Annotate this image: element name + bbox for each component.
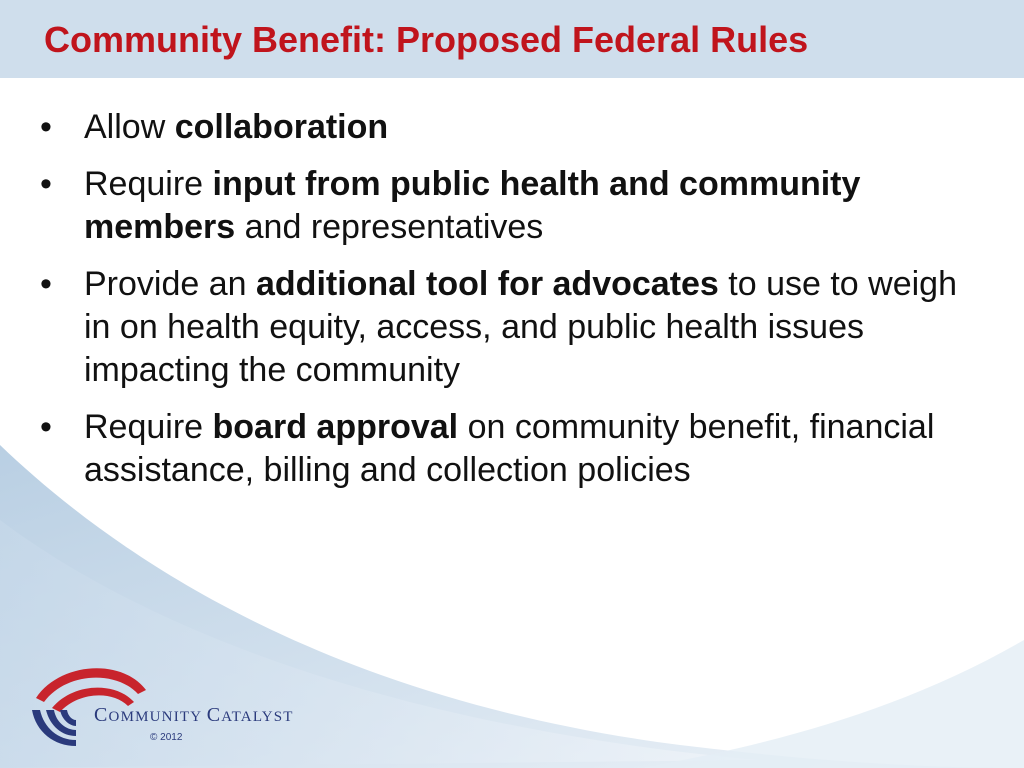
bullet-marker: • xyxy=(40,165,52,203)
logo-wordmark: COMMUNITY CATALYST xyxy=(94,704,294,726)
bullet-bold-text: input from public health and community members xyxy=(84,165,861,246)
bullet-item xyxy=(40,106,970,149)
bullet-bold-text: collaboration xyxy=(174,108,389,146)
bullet-text: Require xyxy=(84,165,213,203)
bullet-text: Allow xyxy=(84,108,175,146)
bullet-bold-text: additional tool for advocates xyxy=(256,265,719,303)
bullet-item xyxy=(40,263,970,392)
bullet-text: on community benefit, financial assistance, billing and collection policies xyxy=(84,408,935,489)
bullet-marker: • xyxy=(40,408,52,446)
bullet-marker: • xyxy=(40,265,52,303)
bullet-text: to use to weigh in on health equity, access, and public health issues impacting the community xyxy=(84,265,957,389)
bullet-text: Provide an xyxy=(84,265,256,303)
bullet-list xyxy=(40,106,970,506)
bullet-text: Require xyxy=(84,408,213,446)
community-catalyst-logo xyxy=(30,660,294,750)
copyright-notice: © 2012 xyxy=(150,732,183,743)
bullet-item xyxy=(40,163,970,249)
bullet-marker: • xyxy=(40,108,52,146)
page-title: Community Benefit: Proposed Federal Rules xyxy=(44,19,809,60)
bullet-item xyxy=(40,406,970,492)
bullet-text: and representatives xyxy=(235,208,544,246)
bullet-bold-text: board approval xyxy=(212,408,459,446)
